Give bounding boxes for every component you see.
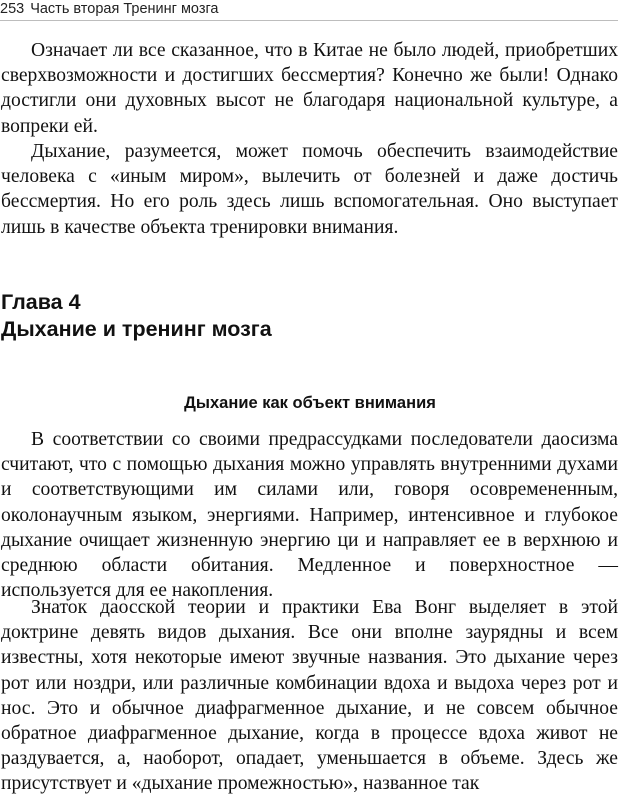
paragraph: В соответствии со своими предрассудками последователи даосизма считают, что с помощью дыхания можно управлять внутренними духами и соответствующими им силами или, говоря осовремененным, околонаучным языком, энергиями. Например, интенсивное и глубокое дыхание очищает жизненную энергию ци и направляет ее в верхнюю и среднюю области обитания. Медленное и поверхностное — используется для ее накопления. [1, 429, 618, 602]
paragraph: Знаток даосской теории и практики Ева Вонг выделяет в этой доктрине девять видов дыхания. Все они вполне заурядны и всем известны, хотя некоторые имеют звучные названия. Это дыхание через рот или ноздри, или различные комбинации вдоха и выдоха через рот и нос. Это и обычное диафрагменное дыхание, и не совсем обычное обратное диафрагменное дыхание, когда в процессе вдоха живот не раздувается, а, наоборот, опадает, уменьшается в объеме. Здесь же присутствует и «дыхание промежностью», названное так [1, 597, 618, 795]
chapter-label: Глава 4 [1, 290, 81, 314]
paragraph: Означает ли все сказанное, что в Китае не было людей, приобретших сверхвозможности и достигших бессмертия? Конечно же были! Однако достигли они духовных высот не благодаря национальной культуре, а вопреки ей. [1, 40, 618, 137]
page-number: 253 [0, 1, 25, 17]
paragraph: Дыхание, разумеется, может помочь обеспечить взаимодействие человека с «иным миром», вылечить от болезней и даже достичь бессмертия. Но его роль здесь лишь вспомогательная. Оно выступает лишь в качестве объекта тренировки внимания. [1, 141, 618, 238]
running-title: Часть вторая Тренинг мозга [30, 1, 219, 17]
running-header [0, 0, 618, 21]
chapter-title: Дыхание и тренинг мозга [1, 317, 272, 341]
chapter-heading [1, 289, 272, 343]
section-title: Дыхание как объект внимания [184, 394, 436, 412]
